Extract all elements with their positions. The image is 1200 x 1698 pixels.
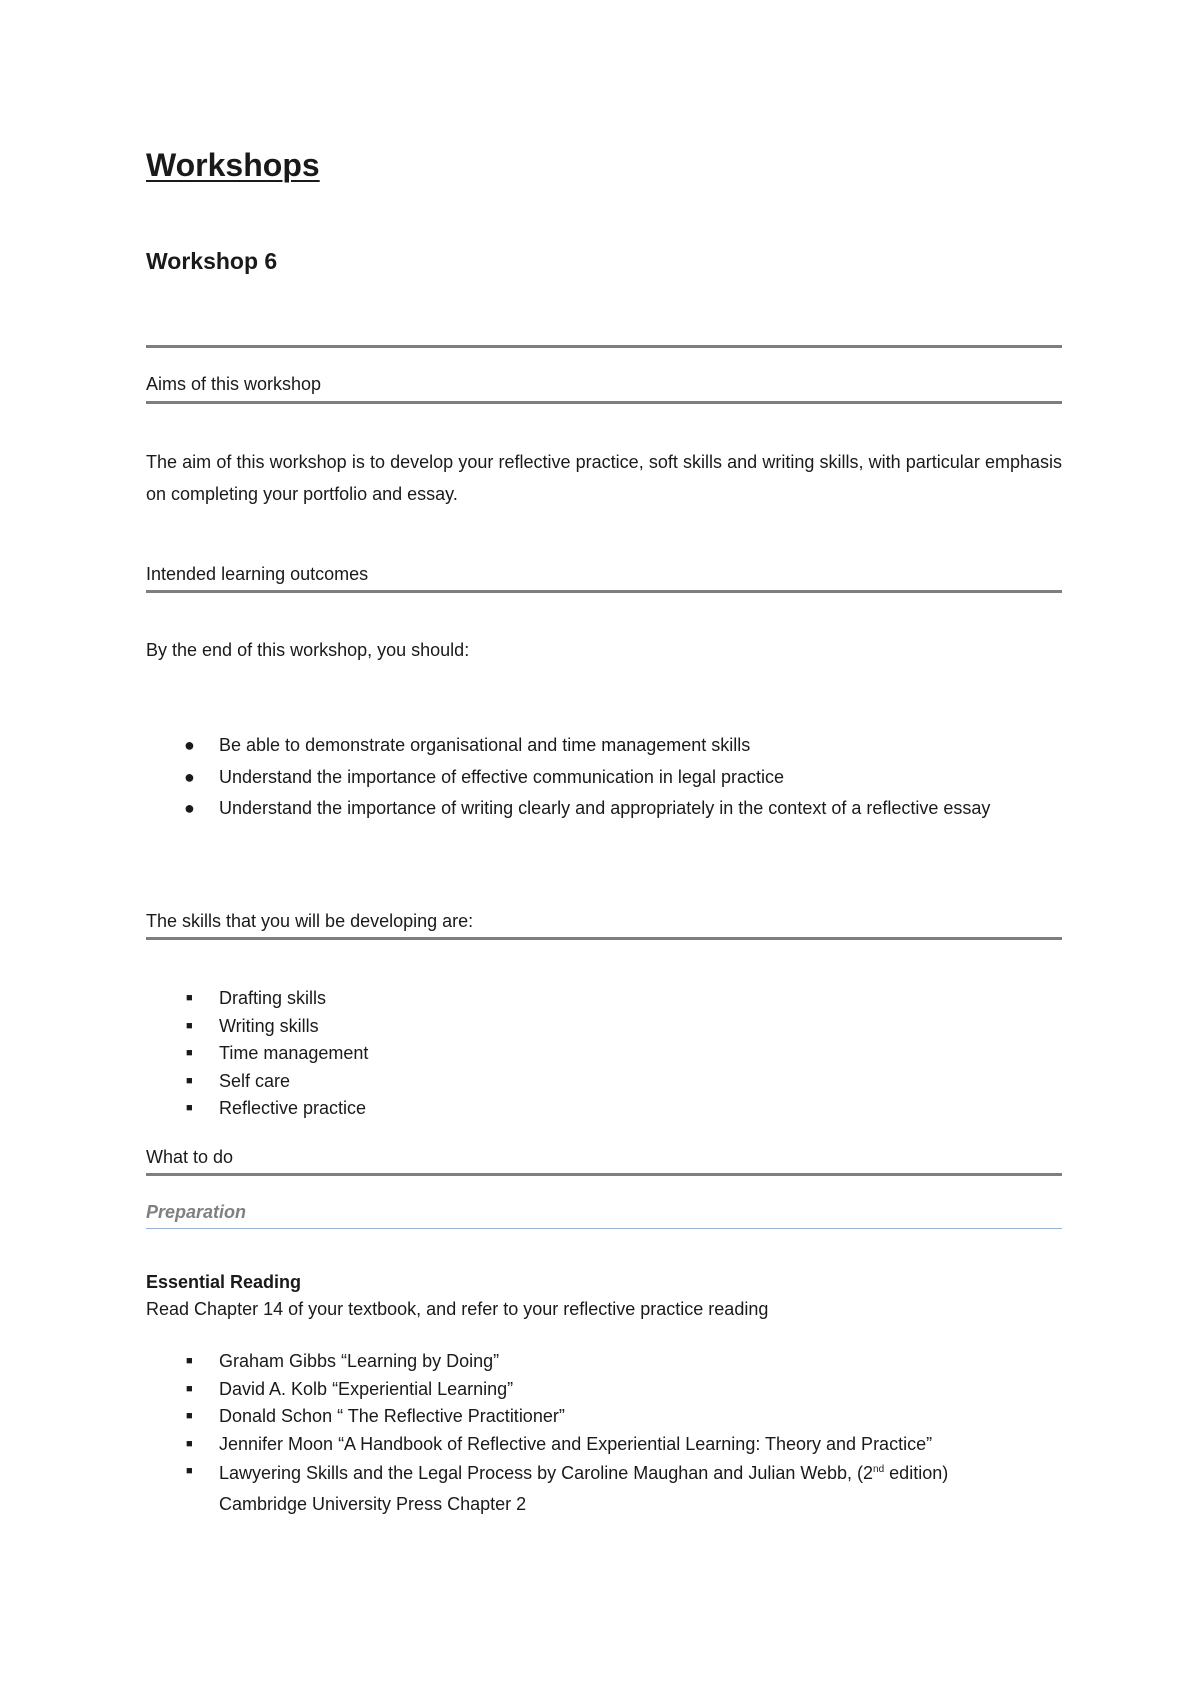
reading-item [146,1431,1062,1459]
reading-text-line1: Lawyering Skills and the Legal Process by Caroline Maughan and Julian Webb, (2 [219,1463,874,1483]
skill-item [146,985,1062,1013]
skill-item [146,1013,1062,1041]
square-bullet-icon: ■ [186,1355,193,1367]
skill-item [146,1095,1062,1123]
skills-heading: The skills that you will be developing are: [146,911,474,931]
aims-heading: Aims of this workshop [146,374,322,394]
square-bullet-icon: ■ [186,1382,193,1395]
essential-reading-text: Read Chapter 14 of your textbook, and refer to your reflective practice reading [146,1299,769,1319]
square-bullet-icon: ■ [186,992,193,1004]
divider [146,345,1062,348]
reading-item [146,1348,1062,1376]
square-bullet-icon: ■ [186,1074,193,1087]
reading-list [146,1348,1062,1520]
reading-text: Jennifer Moon “A Handbook of Reflective and Experiential Learning: Theory and Practice” [219,1433,933,1454]
edition-superscript: nd [873,1464,885,1475]
reading-text: Donald Schon “ The Reflective Practitioner” [219,1406,565,1426]
reading-text: David A. Kolb “Experiential Learning” [219,1378,514,1399]
outcomes-list [146,730,1062,825]
reading-text-edition: edition) [884,1463,949,1483]
square-bullet-icon: ■ [186,1410,193,1422]
skill-text: Drafting skills [219,988,327,1008]
skill-text: Time management [219,1043,369,1063]
outcome-item [146,762,1062,794]
bullet-icon: ● [184,735,195,755]
essential-reading-heading: Essential Reading [146,1272,302,1292]
skills-heading-rule [146,937,1062,940]
square-bullet-icon: ■ [186,1465,193,1477]
page-title: Workshops [146,147,320,183]
outcomes-heading: Intended learning outcomes [146,564,369,584]
skill-text: Self care [219,1070,291,1091]
bullet-icon: ● [184,766,195,787]
outcomes-heading-rule [146,590,1062,593]
what-to-do-heading: What to do [146,1147,234,1167]
outcome-text: Understand the importance of writing clearly and appropriately in the context of a reflective essay [219,798,991,818]
what-to-do-rule [146,1173,1062,1176]
reading-text-line2: Cambridge University Press Chapter 2 [219,1494,527,1514]
skills-list [146,985,1062,1123]
reading-item [146,1376,1062,1404]
aims-heading-rule [146,401,1062,404]
skill-text: Reflective practice [219,1098,367,1118]
aims-paragraph: The aim of this workshop is to develop your reflective practice, soft skills and writing skills, with particular emphasis on completing your portfolio and essay. [146,452,1062,504]
reading-text: Graham Gibbs “Learning by Doing” [219,1351,500,1371]
workshop-subtitle: Workshop 6 [146,248,278,274]
square-bullet-icon: ■ [186,1102,193,1114]
preparation-rule [146,1228,1062,1229]
outcome-text: Be able to demonstrate organisational and time management skills [219,735,751,755]
skill-item [146,1068,1062,1096]
reading-item [146,1458,1062,1520]
outcomes-intro: By the end of this workshop, you should: [146,640,470,660]
square-bullet-icon: ■ [186,1047,193,1059]
skill-text: Writing skills [219,1015,319,1036]
outcome-item [146,793,1062,825]
square-bullet-icon: ■ [186,1019,193,1032]
bullet-icon: ● [184,798,195,818]
preparation-heading: Preparation [146,1202,247,1222]
square-bullet-icon: ■ [186,1437,193,1450]
reading-item [146,1403,1062,1431]
skill-item [146,1040,1062,1068]
outcome-text: Understand the importance of effective communication in legal practice [219,766,784,787]
outcome-item [146,730,1062,762]
